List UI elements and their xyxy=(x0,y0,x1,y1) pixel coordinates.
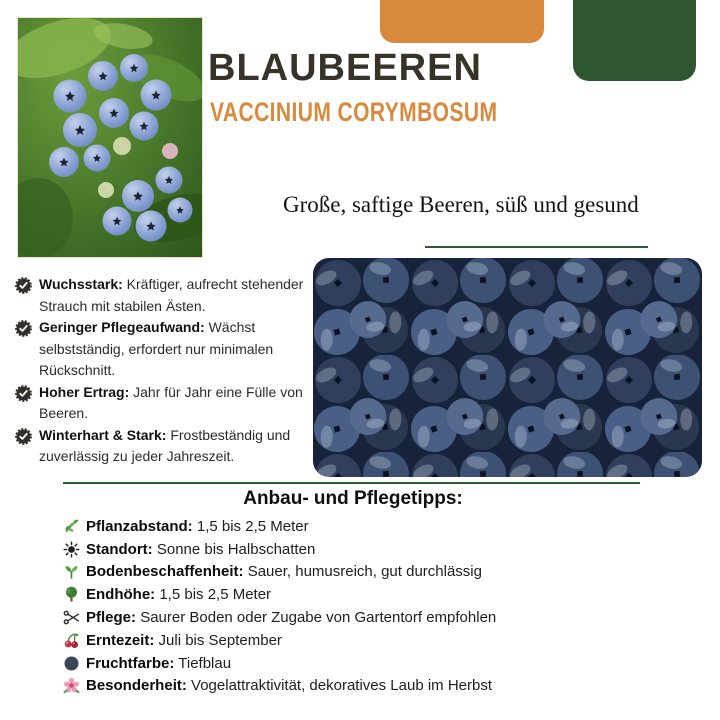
tip-text: Sauer, humusreich, gut durchlässig xyxy=(247,563,482,581)
orange-accent-shape xyxy=(380,0,544,43)
tip-row xyxy=(63,561,643,584)
tagline: Große, saftige Beeren, süß und gesund xyxy=(283,192,639,217)
feature-label: Wuchsstark: xyxy=(39,276,123,292)
tips-section xyxy=(63,488,643,697)
tip-row xyxy=(63,583,643,606)
check-badge-icon xyxy=(15,385,32,402)
tip-text: Tiefblau xyxy=(178,654,232,672)
tip-text: 1,5 bis 2,5 Meter xyxy=(196,517,309,535)
feature-item xyxy=(15,274,313,317)
tip-row xyxy=(63,629,643,652)
tip-label: Standort: xyxy=(86,540,153,558)
green-accent-shape xyxy=(573,0,696,81)
feature-text: Wächst selbstständig, erfordert nur minimalen Rückschnitt. xyxy=(39,319,274,378)
check-badge-icon xyxy=(15,277,32,294)
tip-label: Besonderheit: xyxy=(86,677,187,695)
check-badge-icon xyxy=(15,428,32,445)
tagline-underline xyxy=(425,246,648,248)
flower-icon xyxy=(63,677,80,694)
feature-item xyxy=(15,382,313,425)
sun-icon xyxy=(63,541,80,558)
tip-text: Sonne bis Halbschatten xyxy=(156,540,316,558)
feature-text: Frostbeständig und zuverlässig zu jeder Jahreszeit. xyxy=(39,426,291,464)
herb-icon xyxy=(63,518,80,535)
features-list xyxy=(15,274,313,468)
tip-label: Pflege: xyxy=(86,609,137,627)
tip-text: Juli bis September xyxy=(158,631,282,649)
feature-label: Hoher Ertrag: xyxy=(39,383,130,400)
scissors-icon xyxy=(63,609,80,626)
feature-text: Jahr für Jahr eine Fülle von Beeren. xyxy=(39,383,303,421)
feature-label: Geringer Pflegeaufwand: xyxy=(39,319,205,335)
bush-photo xyxy=(17,17,203,258)
tip-text: Saurer Boden oder Zugabe von Gartentorf empfohlen xyxy=(140,609,497,627)
check-badge-icon xyxy=(15,320,32,337)
feature-item xyxy=(15,425,313,468)
tip-row xyxy=(63,515,643,538)
tip-row xyxy=(63,652,643,675)
tip-row xyxy=(63,606,643,629)
tip-text: 1,5 bis 2,5 Meter xyxy=(159,586,272,604)
tips-heading: Anbau- und Pflegetipps: xyxy=(243,488,463,509)
berry-icon xyxy=(63,655,80,672)
tip-row xyxy=(63,538,643,561)
seedling-icon xyxy=(63,563,80,580)
tip-label: Erntezeit: xyxy=(86,631,155,649)
tip-label: Pflanzabstand: xyxy=(86,517,193,535)
feature-label: Winterhart & Stark: xyxy=(39,426,167,443)
section-divider-line xyxy=(63,482,640,484)
feature-item xyxy=(15,317,313,382)
feature-text: Kräftiger, aufrecht stehender Strauch mit stabilen Ästen. xyxy=(39,276,304,314)
tip-row xyxy=(63,675,643,698)
tip-label: Endhöhe: xyxy=(86,586,156,604)
page-title: BLAUBEEREN xyxy=(208,47,482,89)
tip-label: Bodenbeschaffenheit: xyxy=(86,563,244,581)
berries-photo xyxy=(313,258,702,477)
tip-text: Vogelattraktivität, dekoratives Laub im Herbst xyxy=(191,677,493,695)
tree-icon xyxy=(63,586,80,603)
tip-label: Fruchtfarbe: xyxy=(86,654,175,672)
cherries-icon xyxy=(63,632,80,649)
species-subtitle: VACCINIUM CORYMBOSUM xyxy=(210,97,498,127)
